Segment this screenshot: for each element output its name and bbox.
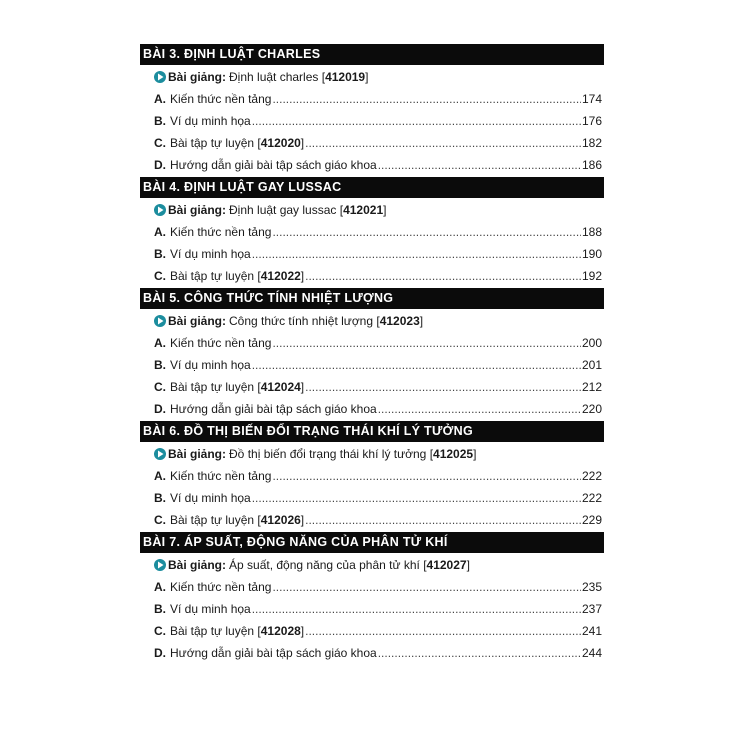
- section-header: BÀI 6. ĐỒ THỊ BIẾN ĐỔI TRẠNG THÁI KHÍ LÝ TƯỞNG: [140, 421, 604, 442]
- entry-title: Bài tập tự luyện [: [170, 136, 261, 150]
- entry-code: 412022: [260, 269, 301, 283]
- entry-close: ]: [300, 380, 305, 394]
- lesson-title: Áp suất, động năng của phân tử khí [: [229, 558, 427, 572]
- entry-letter: C.: [154, 136, 166, 150]
- toc-entry[interactable]: [140, 398, 604, 420]
- dot-leader: [272, 332, 581, 354]
- toc-entry[interactable]: [140, 642, 604, 664]
- table-of-contents: [140, 43, 604, 664]
- lesson-link[interactable]: [140, 199, 604, 221]
- page-number: 212: [581, 380, 602, 394]
- section-header: BÀI 3. ĐỊNH LUẬT CHARLES: [140, 44, 604, 65]
- play-circle-icon: [154, 315, 166, 327]
- entry-title: Kiến thức nền tảng: [170, 92, 272, 106]
- entry-code: 412026: [260, 513, 301, 527]
- dot-leader: [305, 620, 581, 642]
- lesson-link[interactable]: [140, 443, 604, 465]
- lesson-code: 412027: [426, 558, 467, 572]
- play-circle-icon: [154, 204, 166, 216]
- dot-leader: [272, 221, 581, 243]
- toc-section: [140, 421, 604, 531]
- entry-code: 412024: [260, 380, 301, 394]
- entry-title: Hướng dẫn giải bài tập sách giáo khoa: [170, 646, 377, 660]
- lesson-code: 412019: [325, 70, 366, 84]
- page-number: 235: [581, 580, 602, 594]
- toc-section: [140, 532, 604, 664]
- entry-letter: D.: [154, 158, 166, 172]
- entry-title: Ví dụ minh họa: [170, 358, 251, 372]
- page-number: 188: [581, 225, 602, 239]
- entry-title: Ví dụ minh họa: [170, 491, 251, 505]
- toc-entry[interactable]: [140, 221, 604, 243]
- entry-title: Kiến thức nền tảng: [170, 469, 272, 483]
- section-header: BÀI 5. CÔNG THỨC TÍNH NHIỆT LƯỢNG: [140, 288, 604, 309]
- entry-letter: C.: [154, 380, 166, 394]
- entry-letter: C.: [154, 269, 166, 283]
- entry-code: 412028: [260, 624, 301, 638]
- toc-entry[interactable]: [140, 376, 604, 398]
- dot-leader: [252, 487, 581, 509]
- entry-title: Kiến thức nền tảng: [170, 336, 272, 350]
- entry-title: Bài tập tự luyện [: [170, 624, 261, 638]
- lesson-label: Bài giảng:: [168, 447, 227, 461]
- play-circle-icon: [154, 448, 166, 460]
- toc-entry[interactable]: [140, 465, 604, 487]
- dot-leader: [378, 642, 581, 664]
- dot-leader: [252, 354, 581, 376]
- dot-leader: [272, 465, 581, 487]
- lesson-close: ]: [365, 70, 369, 84]
- entry-title: Kiến thức nền tảng: [170, 225, 272, 239]
- entry-letter: B.: [154, 114, 166, 128]
- page-number: 222: [581, 469, 602, 483]
- page-number: 174: [581, 92, 602, 106]
- lesson-title: Đồ thị biến đổi trạng thái khí lý tưởng [: [229, 447, 434, 461]
- dot-leader: [272, 576, 581, 598]
- entry-title: Ví dụ minh họa: [170, 602, 251, 616]
- lesson-code: 412025: [433, 447, 474, 461]
- entry-letter: A.: [154, 225, 166, 239]
- toc-entry[interactable]: [140, 88, 604, 110]
- page-number: 244: [581, 646, 602, 660]
- toc-entry[interactable]: [140, 354, 604, 376]
- toc-section: [140, 177, 604, 287]
- lesson-title: Định luật charles [: [229, 70, 326, 84]
- toc-section: [140, 44, 604, 176]
- toc-entry[interactable]: [140, 110, 604, 132]
- lesson-close: ]: [466, 558, 470, 572]
- page-number: 222: [581, 491, 602, 505]
- entry-title: Hướng dẫn giải bài tập sách giáo khoa: [170, 158, 377, 172]
- entry-code: 412020: [260, 136, 301, 150]
- entry-letter: B.: [154, 358, 166, 372]
- dot-leader: [378, 154, 581, 176]
- lesson-title: Định luật gay lussac [: [229, 203, 344, 217]
- section-header: BÀI 7. ÁP SUẤT, ĐỘNG NĂNG CỦA PHÂN TỬ KHÍ: [140, 532, 604, 553]
- lesson-code: 412023: [379, 314, 420, 328]
- lesson-close: ]: [419, 314, 424, 328]
- dot-leader: [305, 265, 581, 287]
- entry-title: Ví dụ minh họa: [170, 114, 251, 128]
- toc-entry[interactable]: [140, 576, 604, 598]
- entry-letter: D.: [154, 402, 166, 416]
- dot-leader: [305, 376, 581, 398]
- entry-letter: B.: [154, 247, 166, 261]
- entry-title: Hướng dẫn giải bài tập sách giáo khoa: [170, 402, 377, 416]
- entry-title: Ví dụ minh họa: [170, 247, 251, 261]
- lesson-link[interactable]: [140, 66, 604, 88]
- lesson-label: Bài giảng:: [168, 70, 227, 84]
- lesson-label: Bài giảng:: [168, 203, 227, 217]
- page-number: 229: [581, 513, 602, 527]
- lesson-label: Bài giảng:: [168, 558, 227, 572]
- toc-entry[interactable]: [140, 332, 604, 354]
- dot-leader: [252, 243, 581, 265]
- entry-letter: A.: [154, 469, 166, 483]
- page-number: 200: [581, 336, 602, 350]
- toc-entry[interactable]: [140, 509, 604, 531]
- section-header: BÀI 4. ĐỊNH LUẬT GAY LUSSAC: [140, 177, 604, 198]
- entry-close: ]: [300, 624, 305, 638]
- page-number: 186: [581, 158, 602, 172]
- entry-title: Kiến thức nền tảng: [170, 580, 272, 594]
- lesson-link[interactable]: [140, 554, 604, 576]
- toc-entry[interactable]: [140, 265, 604, 287]
- dot-leader: [272, 88, 581, 110]
- dot-leader: [378, 398, 581, 420]
- page-number: 176: [581, 114, 602, 128]
- toc-entry[interactable]: [140, 487, 604, 509]
- toc-entry[interactable]: [140, 132, 604, 154]
- toc-entry[interactable]: [140, 598, 604, 620]
- entry-title: Bài tập tự luyện [: [170, 269, 261, 283]
- entry-letter: B.: [154, 602, 166, 616]
- entry-close: ]: [300, 136, 305, 150]
- lesson-close: ]: [473, 447, 477, 461]
- entry-letter: C.: [154, 624, 166, 638]
- toc-entry[interactable]: [140, 243, 604, 265]
- entry-letter: A.: [154, 92, 166, 106]
- entry-title: Bài tập tự luyện [: [170, 513, 261, 527]
- page-number: 190: [581, 247, 602, 261]
- entry-letter: B.: [154, 491, 166, 505]
- entry-letter: A.: [154, 336, 166, 350]
- lesson-close: ]: [383, 203, 387, 217]
- entry-close: ]: [300, 269, 305, 283]
- entry-letter: C.: [154, 513, 166, 527]
- toc-entry[interactable]: [140, 620, 604, 642]
- entry-title: Bài tập tự luyện [: [170, 380, 261, 394]
- toc-entry[interactable]: [140, 154, 604, 176]
- entry-letter: D.: [154, 646, 166, 660]
- lesson-title: Công thức tính nhiệt lượng [: [229, 314, 380, 328]
- lesson-link[interactable]: [140, 310, 604, 332]
- lesson-code: 412021: [343, 203, 384, 217]
- entry-letter: A.: [154, 580, 166, 594]
- entry-close: ]: [300, 513, 305, 527]
- page-number: 220: [581, 402, 602, 416]
- dot-leader: [252, 598, 581, 620]
- page-number: 241: [581, 624, 602, 638]
- dot-leader: [305, 509, 581, 531]
- page-number: 182: [581, 136, 602, 150]
- play-circle-icon: [154, 559, 166, 571]
- lesson-label: Bài giảng:: [168, 314, 227, 328]
- page-number: 237: [581, 602, 602, 616]
- dot-leader: [252, 110, 581, 132]
- dot-leader: [305, 132, 581, 154]
- page-number: 201: [581, 358, 602, 372]
- page-number: 192: [581, 269, 602, 283]
- play-circle-icon: [154, 71, 166, 83]
- toc-section: [140, 288, 604, 420]
